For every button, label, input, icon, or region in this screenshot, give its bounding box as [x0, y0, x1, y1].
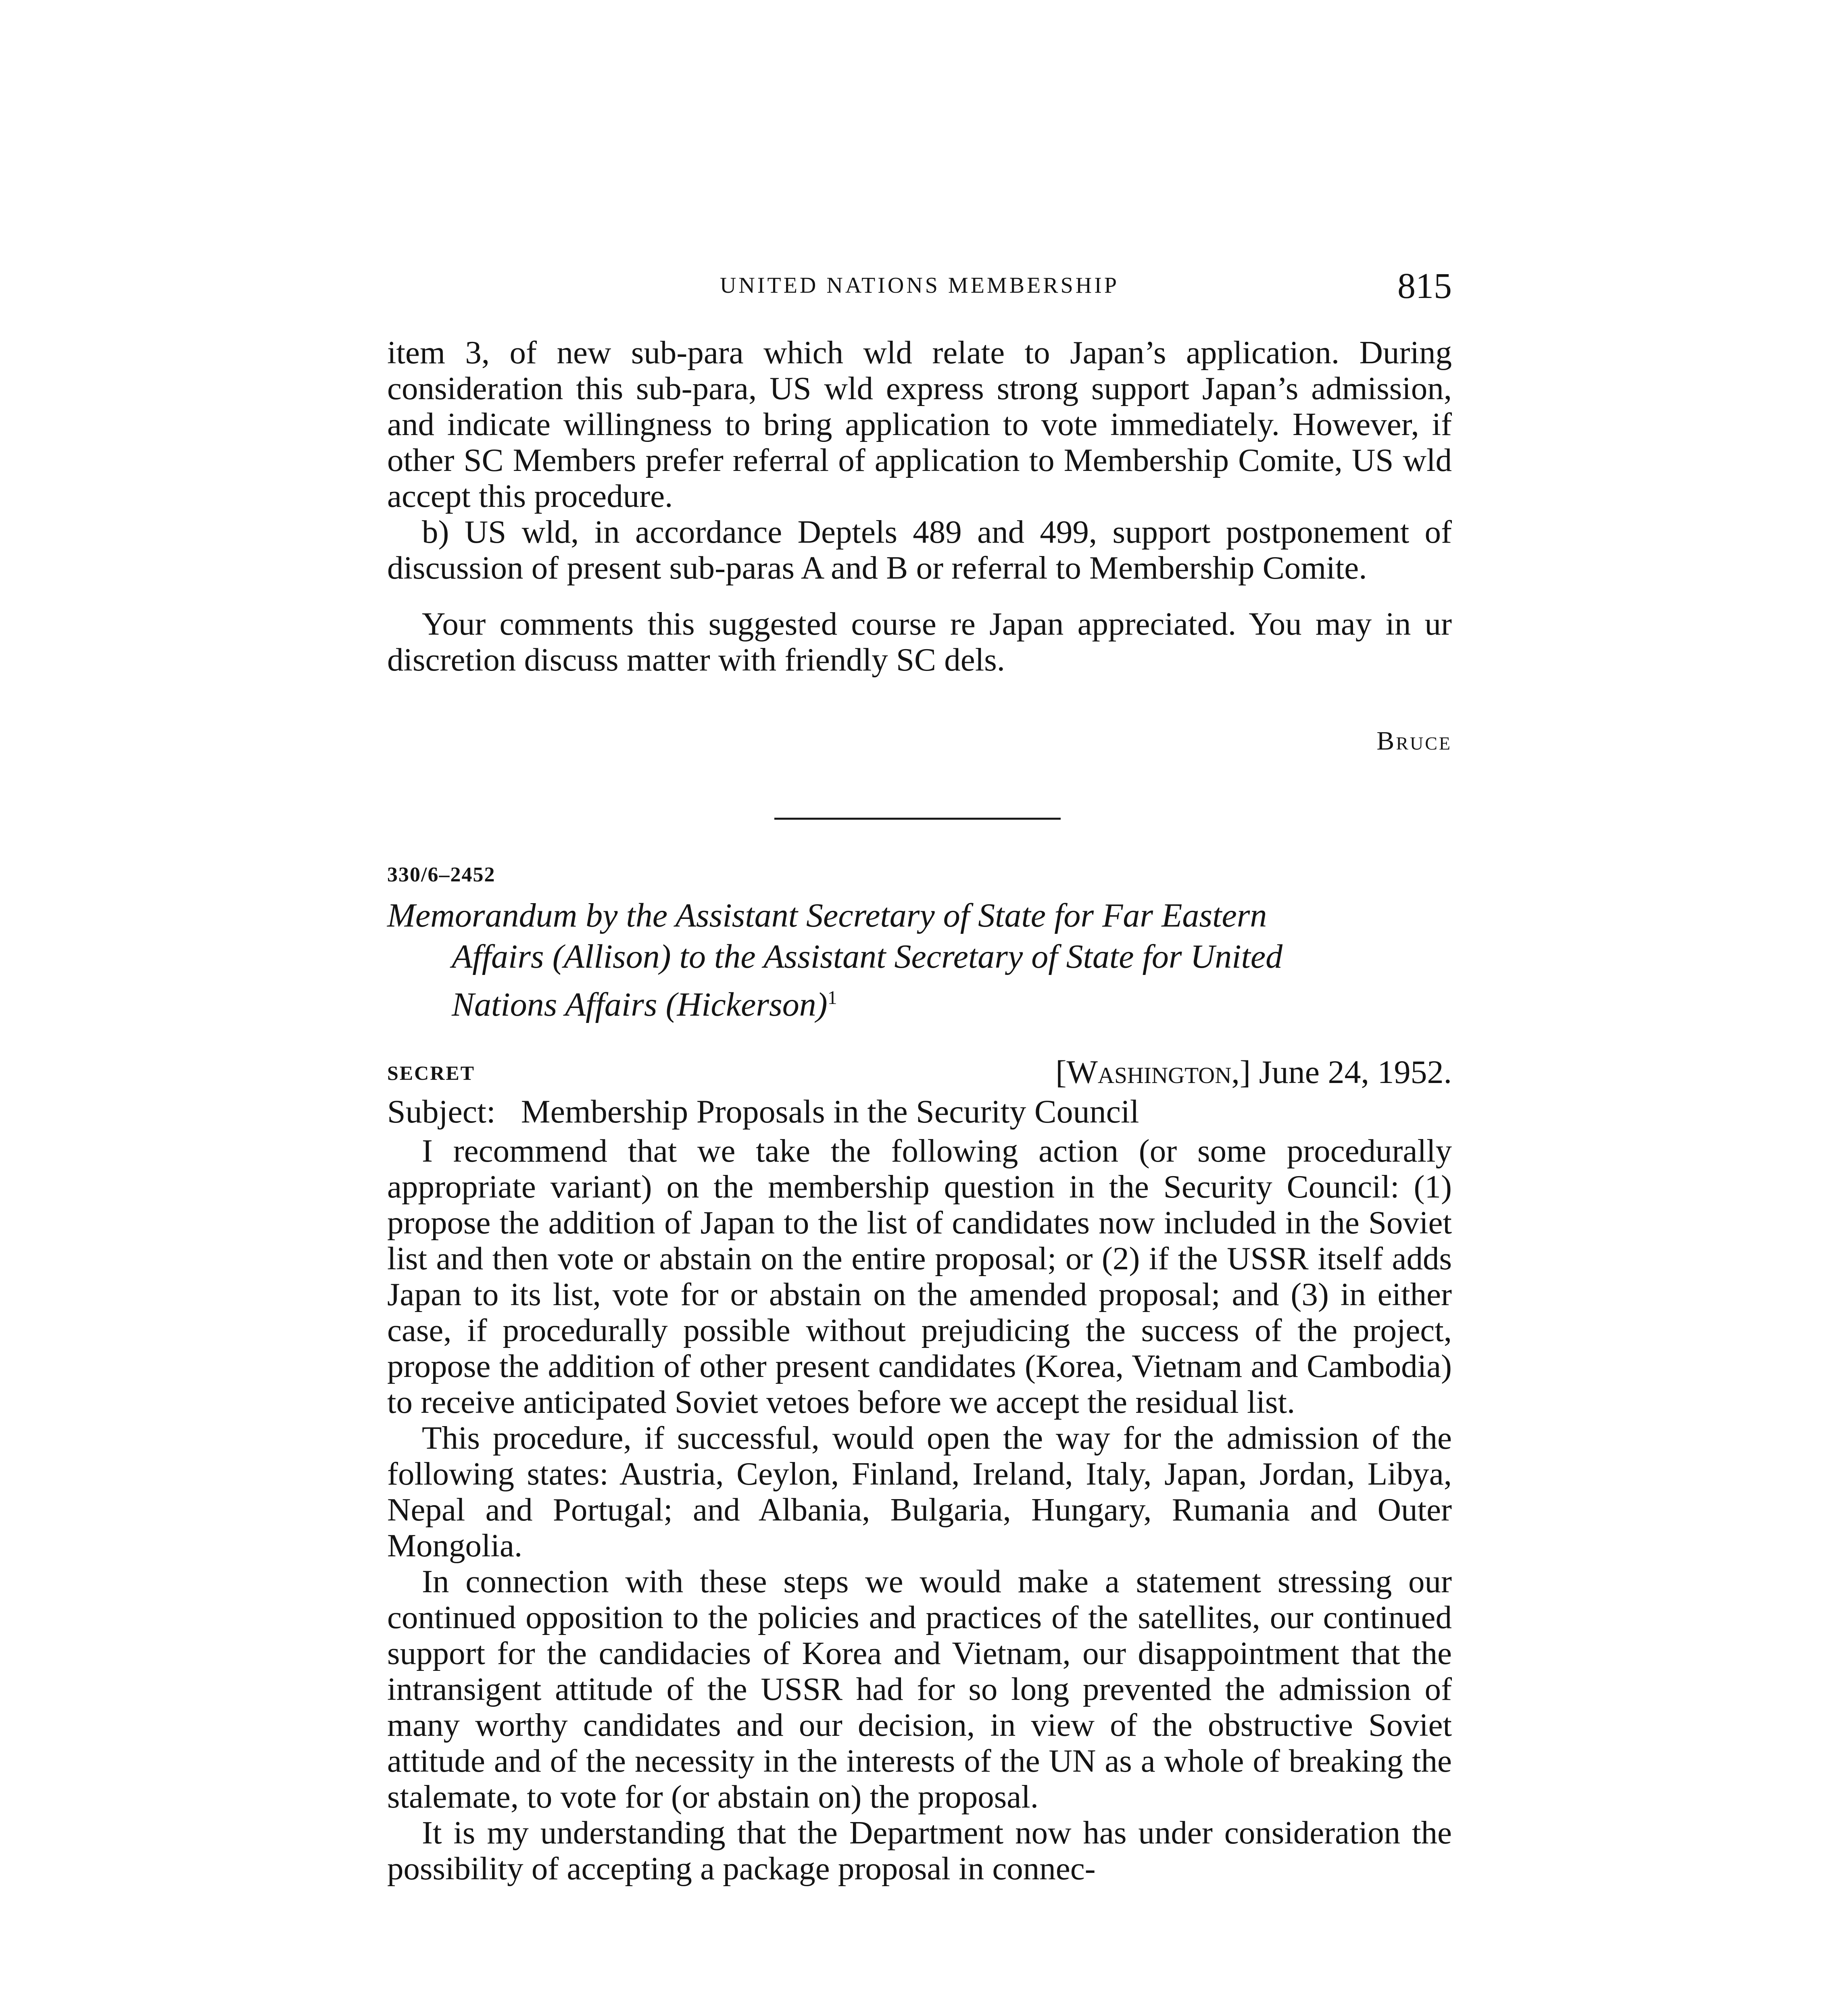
footnote-marker: 1 [827, 987, 837, 1008]
heading-line: Affairs (Allison) to the Assistant Secretary of State for United [452, 938, 1283, 975]
place-date: [Washington,] June 24, 1952. [1055, 1054, 1452, 1090]
subject-label: Subject: [387, 1093, 496, 1130]
telegram-paragraph: Your comments this suggested course re Japan appreciated. You may in ur discretion discuss matter with friendly SC dels. [387, 606, 1452, 678]
running-head [387, 265, 1452, 306]
document-heading [387, 895, 1452, 1025]
subject-line [387, 1093, 1139, 1131]
date: June 24, 1952. [1259, 1054, 1452, 1090]
memorandum-paragraph: In connection with these steps we would make a statement stressing our continued opposition to the policies and practices of the satellites, our continued support for the candidacies of Korea and Vietnam, our disappointment that the intransigent attitude of the USSR had for so long prevented the admission of many worthy candidates and our decision, in view of the obstructive Soviet attitude and of the necessity in the interests of the UN as a whole of breaking the stalemate, to vote for (or abstain on) the proposal. [387, 1563, 1452, 1815]
memorandum-paragraph: This procedure, if successful, would open the way for the admission of the following states: Austria, Ceylon, Finland, Ireland, Italy, Japan, Jordan, Libya, Nepal and Portugal; and Albania, Bulgaria, Hungary, Rumania and Outer Mongolia. [387, 1420, 1452, 1564]
memorandum-paragraph: I recommend that we take the following action (or some procedurally appropriate variant) on the membership question in the Security Council: (1) propose the addition of Japan to the list of candidates now included in the Soviet list and then vote or abstain on the entire proposal; or (2) if the USSR itself adds Japan to its list, vote for or abstain on the amended proposal; and (3) in either case, if procedurally possible without prejudicing the success of the project, propose the addition of other present candidates (Korea, Vietnam and Cambodia) to receive anticipated Soviet vetoes before we accept the residual list. [387, 1133, 1452, 1420]
classification: SECRET [387, 1062, 475, 1084]
memorandum-body [387, 1133, 1452, 1887]
telegram-continuation [387, 335, 1452, 678]
section-divider [774, 818, 1061, 820]
telegram-paragraph: b) US wld, in accordance Deptels 489 and 499, support postponement of discussion of present sub-paras A and B or referral to Membership Comite. [387, 514, 1452, 586]
telegram-paragraph: item 3, of new sub-para which wld relate to Japan’s application. During consideration this sub-para, US wld express strong support Japan’s admission, and indicate willingness to bring application to vote immediately. However, if other SC Members prefer referral of application to Membership Comite, US wld accept this procedure. [387, 334, 1452, 514]
heading-line: Memorandum by the Assistant Secretary of State for Far Eastern [387, 897, 1267, 934]
document-page [387, 0, 1452, 2016]
signature: Bruce [1376, 726, 1452, 756]
file-number: 330/6–2452 [387, 863, 496, 886]
memorandum-paragraph: It is my understanding that the Department now has under consideration the possibility of accepting a package proposal in connec- [387, 1814, 1452, 1887]
subject: Membership Proposals in the Security Council [521, 1093, 1139, 1130]
running-title: UNITED NATIONS MEMBERSHIP [719, 273, 1120, 298]
heading-line-text: Nations Affairs (Hickerson) [452, 986, 828, 1023]
page-number: 815 [1397, 266, 1452, 306]
place: Washington [1066, 1054, 1232, 1090]
heading-line [387, 977, 1452, 1025]
